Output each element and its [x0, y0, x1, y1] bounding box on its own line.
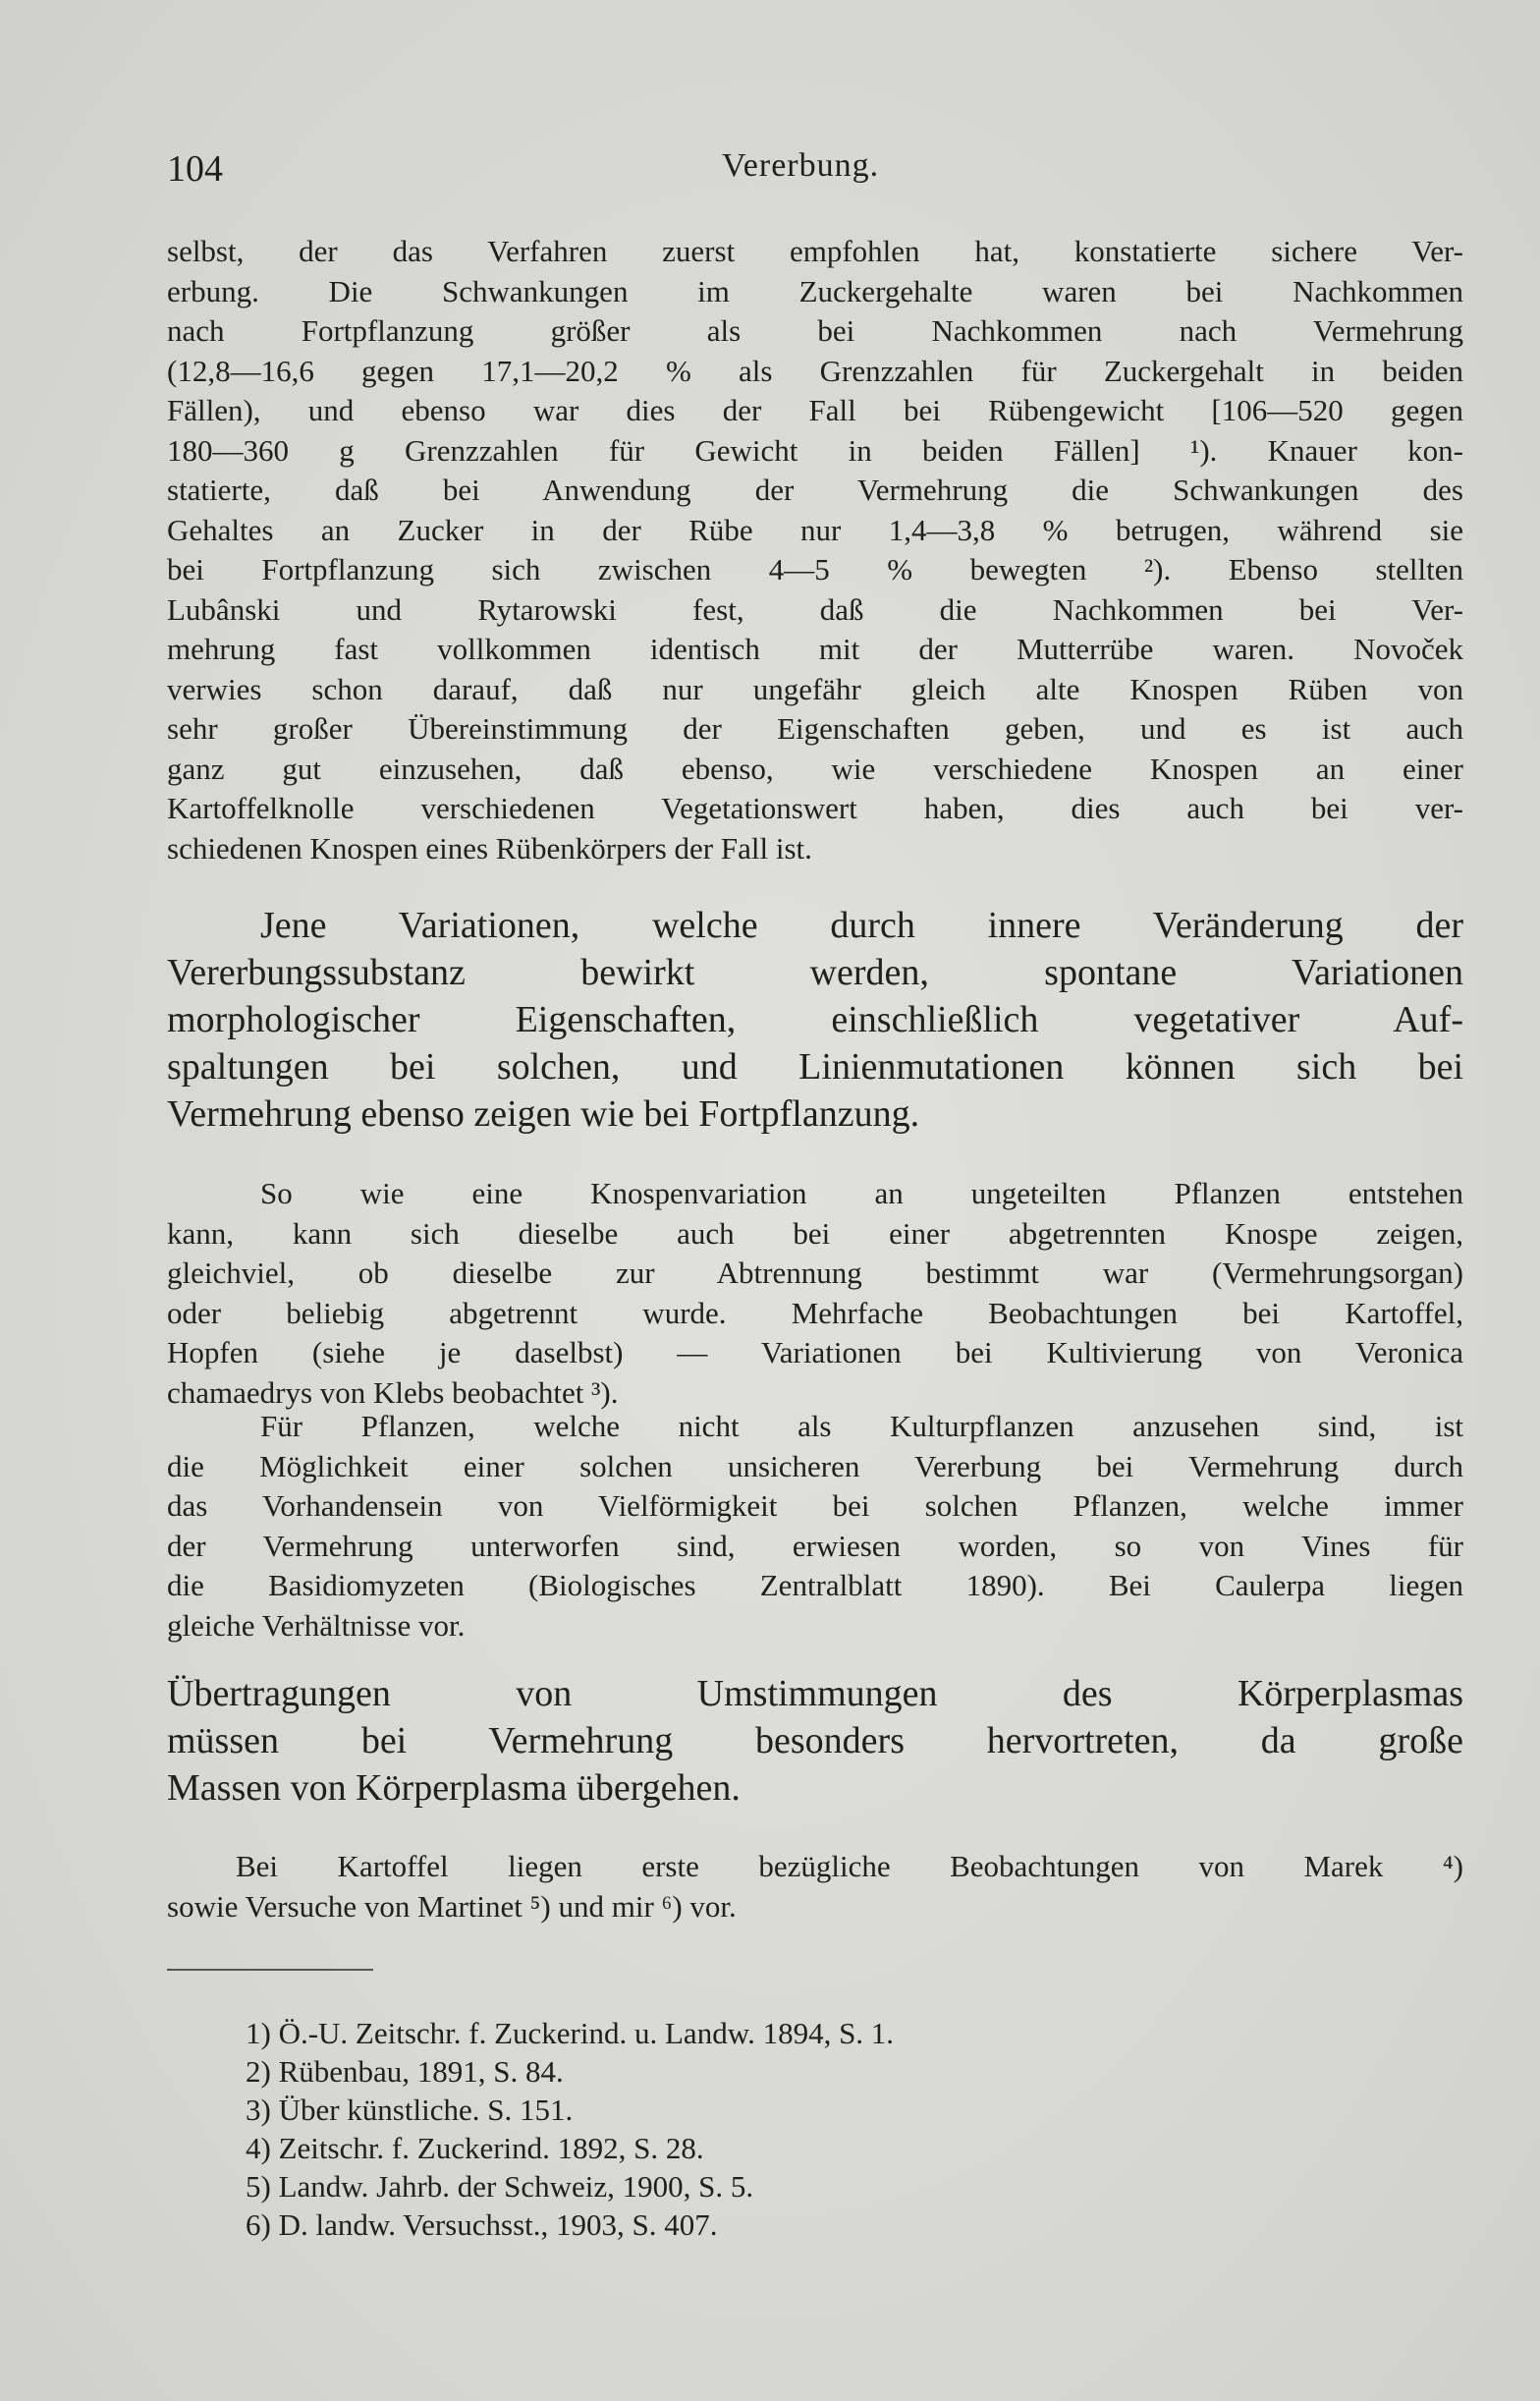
footnote — [246, 2206, 1031, 2244]
text-line: statierte, daß bei Anwendung der Vermehrung die Schwankungen des — [167, 473, 1463, 507]
text-line: Übertragungen von Umstimmungen des Körperplasmas — [167, 1673, 1463, 1714]
text-line: selbst, der das Verfahren zuerst empfohlen hat, konstatierte sichere Ver- — [167, 234, 1463, 268]
footnote-text: Landw. Jahrb. der Schweiz, 1900, S. 5. — [278, 2169, 754, 2204]
text-line: verwies schon darauf, daß nur ungefähr gleich alte Knospen Rüben von — [167, 671, 1463, 706]
footnotes — [246, 2014, 1031, 2244]
text-line: bei Fortpflanzung sich zwischen 4—5 % bewegten ²). Ebenso stellten — [167, 552, 1463, 586]
footnote-mark: 4) — [246, 2131, 271, 2165]
text-line: nach Fortpflanzung größer als bei Nachkommen nach Vermehrung — [167, 313, 1463, 348]
text-line: ganz gut einzusehen, daß ebenso, wie verschiedene Knospen an einer — [167, 751, 1463, 786]
text-line: schiedenen Knospen eines Rübenkörpers der Fall ist. — [167, 830, 812, 865]
text-line: der Vermehrung unterworfen sind, erwiesen worden, so von Vines für — [167, 1528, 1463, 1563]
text-line: Bei Kartoffel liegen erste bezügliche Beobachtungen von Marek ⁴) — [236, 1849, 1463, 1883]
text-line: (12,8—16,6 gegen 17,1—20,2 % als Grenzzahlen für Zuckergehalt in beiden — [167, 353, 1463, 388]
text-line: Gehaltes an Zucker in der Rübe nur 1,4—3,8 % betrugen, während sie — [167, 512, 1463, 547]
page-number: 104 — [167, 148, 223, 190]
footnote — [246, 2167, 1031, 2206]
paragraph-wild-plants — [167, 1407, 1463, 1646]
text-line: Für Pflanzen, welche nicht als Kulturpflanzen anzusehen sind, ist — [260, 1409, 1463, 1443]
text-line: sehr großer Übereinstimmung der Eigenschaften geben, und es ist auch — [167, 711, 1463, 746]
text-line: die Möglichkeit einer solchen unsicheren Vererbung bei Vermehrung durch — [167, 1448, 1463, 1483]
text-line: das Vorhandensein von Vielförmigkeit bei solchen Pflanzen, welche immer — [167, 1488, 1463, 1523]
footnote — [246, 2014, 1031, 2052]
text-line: spaltungen bei solchen, und Linienmutationen können sich bei — [167, 1046, 1463, 1088]
footnote-mark: 6) — [246, 2207, 271, 2242]
footnote-mark: 2) — [246, 2054, 271, 2089]
text-line: Massen von Körperplasma übergehen. — [167, 1767, 741, 1809]
footnote-text: Über künstliche. S. 151. — [278, 2093, 574, 2127]
text-line: gleiche Verhältnisse vor. — [167, 1607, 466, 1643]
text-line: Vermehrung ebenso zeigen wie bei Fortpflanzung. — [167, 1093, 920, 1135]
page-header — [167, 147, 1473, 196]
text-line: oder beliebig abgetrennt wurde. Mehrfache Beobachtungen bei Kartoffel, — [167, 1295, 1463, 1330]
text-line: So wie eine Knospenvariation an ungeteilten Pflanzen entstehen — [260, 1176, 1463, 1210]
thesis-paragraph-variations — [167, 902, 1463, 1138]
text-line: mehrung fast vollkommen identisch mit der Mutterrübe waren. Novoček — [167, 632, 1463, 666]
text-line: Vererbungssubstanz bewirkt werden, spontane Variationen — [167, 952, 1463, 993]
footnote — [246, 2052, 1031, 2091]
footnote — [246, 2129, 1031, 2167]
footnote-text: Ö.-U. Zeitschr. f. Zuckerind. u. Landw. 1894, S. 1. — [278, 2016, 895, 2050]
text-line: chamaedrys von Klebs beobachtet ³). — [167, 1374, 619, 1410]
running-title: Vererbung. — [722, 147, 880, 184]
text-line: Fällen), und ebenso war dies der Fall bei Rübengewicht [106—520 gegen — [167, 393, 1463, 427]
thesis-paragraph-transmission — [167, 1670, 1463, 1812]
text-line: 180—360 g Grenzzahlen für Gewicht in beiden Fällen] ¹). Knauer kon- — [167, 432, 1463, 468]
footnote-text: Zeitschr. f. Zuckerind. 1892, S. 28. — [278, 2131, 704, 2165]
paragraph-sugar-beet-heredity — [167, 232, 1463, 868]
paragraph-potato-observations — [167, 1847, 1463, 1926]
text-line: müssen bei Vermehrung besonders hervortreten, da große — [167, 1720, 1463, 1761]
text-line: morphologischer Eigenschaften, einschließlich vegetativer Auf- — [167, 999, 1463, 1040]
text-line: Kartoffelknolle verschiedenen Vegetationswert haben, dies auch bei ver- — [167, 791, 1463, 825]
text-line: kann, kann sich dieselbe auch bei einer abgetrennten Knospe zeigen, — [167, 1215, 1463, 1251]
footnote-mark: 1) — [246, 2016, 271, 2050]
paragraph-bud-variation — [167, 1174, 1463, 1413]
text-line: die Basidiomyzeten (Biologisches Zentralblatt 1890). Bei Caulerpa liegen — [167, 1568, 1463, 1602]
footnote-mark: 5) — [246, 2169, 271, 2204]
footnote-text: D. landw. Versuchsst., 1903, S. 407. — [278, 2207, 718, 2242]
text-line: sowie Versuche von Martinet ⁵) und mir ⁶) vor. — [167, 1888, 737, 1924]
footnote-mark: 3) — [246, 2093, 271, 2127]
text-line: Jene Variationen, welche durch innere Veränderung der — [260, 905, 1463, 946]
text-line: gleichviel, ob dieselbe zur Abtrennung bestimmt war (Vermehrungsorgan) — [167, 1256, 1463, 1290]
footnote — [246, 2091, 1031, 2129]
text-line: Hopfen (siehe je daselbst) — Variationen bei Kultivierung von Veronica — [167, 1335, 1463, 1369]
text-line: Lubânski und Rytarowski fest, daß die Nachkommen bei Ver- — [167, 591, 1463, 627]
text-line: erbung. Die Schwankungen im Zuckergehalte waren bei Nachkommen — [167, 273, 1463, 308]
footnote-divider — [167, 1969, 373, 1971]
footnote-text: Rübenbau, 1891, S. 84. — [278, 2054, 564, 2089]
